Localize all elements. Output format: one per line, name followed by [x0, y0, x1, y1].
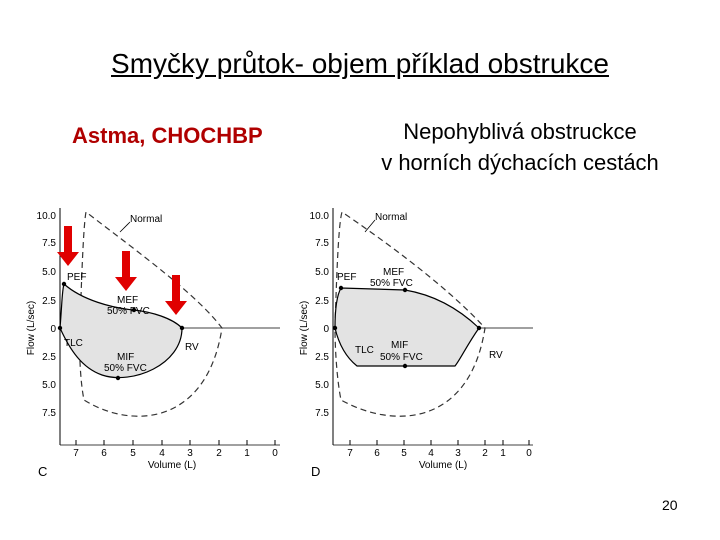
y-tick: 2.5	[315, 296, 329, 307]
figure-d-x-ticks	[347, 440, 532, 459]
y-tick: 5.0	[42, 267, 56, 278]
x-tick: 6	[374, 448, 380, 459]
figure-c-normal-pointer	[120, 222, 130, 232]
x-tick: 5	[130, 448, 136, 459]
x-tick: 5	[401, 448, 407, 459]
y-tick: 0	[323, 324, 329, 335]
right-caption	[330, 116, 710, 178]
y-tick: 10.0	[309, 211, 329, 222]
y-tick: 2.5	[42, 352, 56, 363]
y-tick: 2.5	[42, 296, 56, 307]
page-number: 20	[662, 497, 678, 513]
x-tick: 4	[159, 448, 165, 459]
y-tick: 7.5	[315, 238, 329, 249]
y-tick: 7.5	[315, 408, 329, 419]
figure-c-pef-point	[62, 282, 66, 286]
figure-d-panel-letter: D	[311, 464, 321, 479]
figure-d-mif-point	[403, 364, 407, 368]
figure-d-tlc-label: TLC	[355, 345, 374, 356]
x-tick: 2	[216, 448, 222, 459]
right-caption-line-1: Nepohyblivá obstruckce	[403, 119, 637, 144]
x-tick: 7	[347, 448, 353, 459]
figure-c-tlc-point	[58, 326, 62, 330]
x-tick: 1	[500, 448, 506, 459]
figure-c-mef-sub: 50% FVC	[107, 306, 150, 317]
figure-c-mef-label: MEF	[117, 295, 139, 306]
slide-title: Smyčky průtok- objem příklad obstrukce	[111, 48, 609, 79]
x-tick: 1	[244, 448, 250, 459]
figure-c-y-ticks	[37, 211, 57, 419]
y-tick: 0	[50, 324, 56, 335]
figure-d-y-ticks	[310, 211, 330, 419]
left-caption: Astma, CHOCHBP	[72, 123, 263, 148]
figure-d-normal-pointer	[365, 220, 375, 232]
figure-d-rv-label: RV	[489, 350, 503, 361]
x-tick: 7	[73, 448, 79, 459]
x-tick: 0	[272, 448, 278, 459]
figure-d-mef-sub: 50% FVC	[370, 278, 413, 289]
figure-d-pef-label: PEF	[337, 272, 357, 283]
y-tick: 10.0	[36, 211, 56, 222]
figure-d-pef-point	[339, 286, 343, 290]
y-tick: 2.5	[315, 352, 329, 363]
figure-d-mif-label: MIF	[391, 340, 409, 351]
figure-d-flow-volume-loop	[295, 200, 545, 490]
figure-d-mef-label: MEF	[383, 267, 405, 278]
figure-c-pef-label: PEF	[67, 272, 87, 283]
figure-c-ylabel: Flow (L/sec)	[26, 300, 37, 356]
y-tick: 7.5	[42, 408, 56, 419]
right-caption-line-2: v horních dýchacích cestách	[381, 150, 659, 175]
figure-d-tlc-point	[333, 326, 337, 330]
x-tick: 3	[455, 448, 461, 459]
figure-c-panel-letter: C	[38, 464, 48, 479]
y-tick: 5.0	[42, 380, 56, 391]
x-tick: 4	[428, 448, 434, 459]
figure-d-ylabel: Flow (L/sec)	[299, 300, 310, 356]
figure-c-mif-point	[116, 376, 120, 380]
y-tick: 5.0	[315, 267, 329, 278]
figure-c-rv-label: RV	[185, 342, 199, 353]
figure-c-flow-volume-loop	[22, 200, 292, 490]
figure-c-x-ticks	[73, 440, 278, 459]
figure-d-mif-sub: 50% FVC	[380, 352, 423, 363]
figure-c-xlabel: Volume (L)	[147, 460, 197, 471]
down-arrow-icon	[115, 251, 137, 291]
figure-c-rv-point	[180, 326, 184, 330]
x-tick: 2	[482, 448, 488, 459]
figure-c-tlc-label: TLC	[64, 338, 83, 349]
down-arrow-icon	[165, 275, 187, 315]
figure-d-rv-point	[477, 326, 481, 330]
y-tick: 5.0	[315, 380, 329, 391]
y-tick: 7.5	[42, 238, 56, 249]
figure-d-xlabel: Volume (L)	[418, 460, 468, 471]
x-tick: 0	[526, 448, 532, 459]
figure-c-mif-sub: 50% FVC	[104, 363, 147, 374]
figure-c-normal-label: Normal	[130, 214, 163, 225]
x-tick: 3	[187, 448, 193, 459]
figure-d-normal-label: Normal	[375, 212, 408, 223]
figure-c-mif-label: MIF	[117, 352, 135, 363]
x-tick: 6	[101, 448, 107, 459]
